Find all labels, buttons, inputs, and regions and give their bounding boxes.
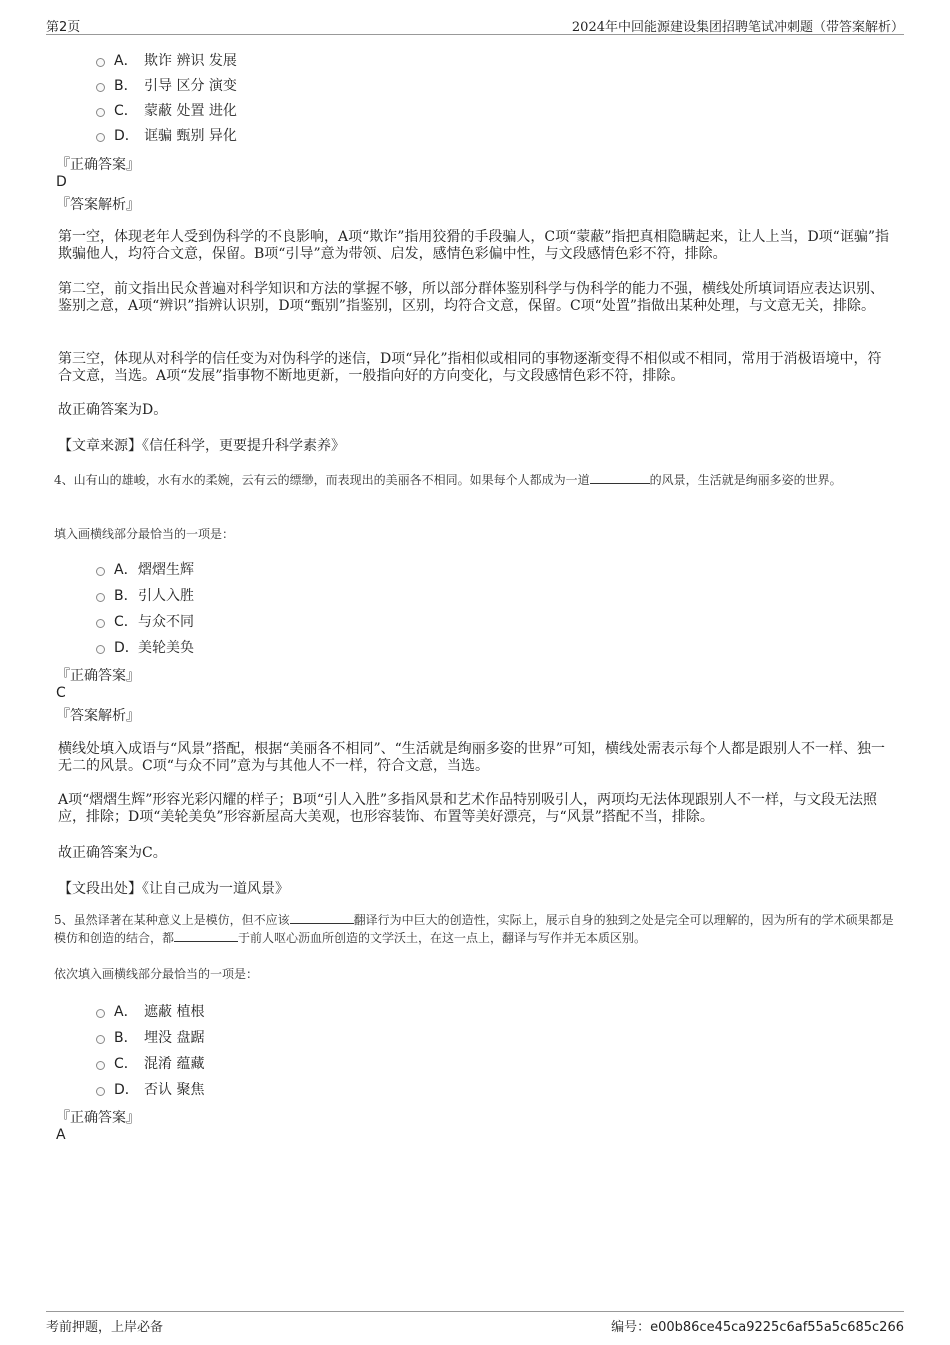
option-letter: D． <box>114 1082 139 1098</box>
analysis-paragraph: 第一空，体现老年人受到伪科学的不良影响，A项“欺诈”指用狡猾的手段骗人，C项“蒙蔽”指把真相隐瞒起来，让人上当，D项“诓骗”指欺骗他人，均符合文意，保留。B项“引导”意为带领、启发，感情色彩偏中性，与文段感情色彩不符，排除。 <box>58 229 889 262</box>
correct-answer: D <box>56 174 67 190</box>
option-text: 欺诈 辨识 发展 <box>144 53 237 69</box>
radio-icon[interactable] <box>96 1009 105 1018</box>
page-header <box>46 14 904 35</box>
document-id: 编号：e00b86ce45ca9225c6af55a5c685c266 <box>611 1320 904 1335</box>
fill-blank <box>590 471 650 484</box>
option-letter: D． <box>114 640 139 656</box>
q4-option-a[interactable] <box>96 559 194 579</box>
fill-blank <box>174 929 238 942</box>
radio-icon[interactable] <box>96 83 105 92</box>
option-letter: A． <box>114 562 138 578</box>
analysis-paragraph: 横线处填入成语与“风景”搭配，根据“美丽各不相同”、“生活就是绚丽多姿的世界”可知，横线处需表示每个人都是跟别人不一样、独一无二的风景。C项“与众不同”意为与其他人不一样，符合文意，当选。 <box>58 741 885 774</box>
option-text: 与众不同 <box>138 614 194 630</box>
option-letter: D． <box>114 128 139 144</box>
footer-slogan: 考前押题，上岸必备 <box>46 1320 164 1335</box>
q3-option-c[interactable] <box>96 100 237 120</box>
option-text: 埋没 盘踞 <box>144 1030 205 1046</box>
stem-text: 翻译行为中巨大的创造性，实际上，展示自身的独到之处是完全可以理解的，因为所有的学术硕果都是模仿和创造的结合，都 <box>54 913 894 945</box>
option-letter: C． <box>114 614 138 630</box>
q5-option-c[interactable] <box>96 1053 204 1073</box>
option-text: 遮蔽 植根 <box>144 1004 205 1020</box>
analysis-paragraph: 第二空，前文指出民众普遍对科学知识和方法的掌握不够，所以部分群体鉴别科学与伪科学的能力不强，横线处所填词语应表达识别、鉴别之意，A项“辨识”指辨认识别，D项“甄别”指鉴别，区别，均符合文意，保留。C项“处置”指做出某种处理，与文意无关，排除。 <box>58 281 884 314</box>
question-stem <box>54 911 900 947</box>
stem-text: 于前人呕心沥血所创造的文学沃土，在这一点上，翻译与写作并无本质区别。 <box>238 931 647 945</box>
q5-option-b[interactable] <box>96 1027 204 1047</box>
document-title: 2024年中回能源建设集团招聘笔试冲刺题（带答案解析） <box>571 20 904 35</box>
radio-icon[interactable] <box>96 645 105 654</box>
option-text: 蒙蔽 处置 进化 <box>144 103 237 119</box>
correct-answer-label: 『正确答案』 <box>56 157 140 173</box>
stem-text: 的风景，生活就是绚丽多姿的世界。 <box>649 473 842 487</box>
correct-answer: C <box>56 685 66 701</box>
analysis-paragraph: 第三空，体现从对科学的信任变为对伪科学的迷信，D项“异化”指相似或相同的事物逐渐变得不相似或不相同，常用于消极语境中，符合文意，当选。A项“发展”指事物不断地更新，一般指向好的方向变化，与文段感情色彩不符，排除。 <box>58 351 882 384</box>
radio-icon[interactable] <box>96 1035 105 1044</box>
q3-option-b[interactable] <box>96 75 237 95</box>
q4-option-d[interactable] <box>96 637 194 657</box>
correct-answer-label: 『正确答案』 <box>56 1110 140 1126</box>
q5-option-d[interactable] <box>96 1079 204 1099</box>
q4-option-b[interactable] <box>96 585 194 605</box>
radio-icon[interactable] <box>96 619 105 628</box>
option-text: 诓骗 甄别 异化 <box>144 128 237 144</box>
page-number: 第2页 <box>46 20 81 35</box>
radio-icon[interactable] <box>96 1061 105 1070</box>
question-instruction: 填入画横线部分最恰当的一项是： <box>54 527 235 541</box>
option-letter: B． <box>114 78 138 94</box>
option-letter: B． <box>114 1030 138 1046</box>
article-source: 【文章来源】《信任科学，更要提升科学素养》 <box>58 438 345 454</box>
stem-text: 4、山有山的雄峻，水有水的柔婉，云有云的缥缈，而表现出的美丽各不相同。如果每个人都成为一道 <box>54 473 590 487</box>
radio-icon[interactable] <box>96 58 105 67</box>
option-letter: C． <box>114 103 138 119</box>
option-text: 引导 区分 演变 <box>144 78 237 94</box>
analysis-conclusion: 故正确答案为D。 <box>58 402 168 418</box>
option-text: 引人入胜 <box>138 588 194 604</box>
fill-blank <box>290 911 354 924</box>
radio-icon[interactable] <box>96 1087 105 1096</box>
q3-option-d[interactable] <box>96 125 237 145</box>
correct-answer-label: 『正确答案』 <box>56 668 140 684</box>
analysis-label: 『答案解析』 <box>56 197 140 213</box>
radio-icon[interactable] <box>96 593 105 602</box>
radio-icon[interactable] <box>96 567 105 576</box>
radio-icon[interactable] <box>96 108 105 117</box>
q4-option-c[interactable] <box>96 611 194 631</box>
correct-answer: A <box>56 1127 66 1143</box>
page-footer <box>46 1311 904 1334</box>
q5-option-a[interactable] <box>96 1001 204 1021</box>
option-letter: A． <box>114 53 138 69</box>
analysis-label: 『答案解析』 <box>56 708 140 724</box>
radio-icon[interactable] <box>96 133 105 142</box>
option-letter: C． <box>114 1056 138 1072</box>
question-stem <box>54 471 900 489</box>
analysis-conclusion: 故正确答案为C。 <box>58 845 167 861</box>
analysis-paragraph: A项“熠熠生辉”形容光彩闪耀的样子；B项“引人入胜”多指风景和艺术作品特别吸引人，两项均无法体现跟别人不一样，与文段无法照应，排除；D项“美轮美奂”形容新屋高大美观，也形容装饰、布置等美好漂亮，与“风景”搭配不当，排除。 <box>58 792 878 825</box>
option-text: 熠熠生辉 <box>138 562 194 578</box>
q3-option-a[interactable] <box>96 50 237 70</box>
article-source: 【文段出处】《让自己成为一道风景》 <box>58 881 289 897</box>
option-text: 否认 聚焦 <box>144 1082 205 1098</box>
option-text: 混淆 蕴藏 <box>144 1056 205 1072</box>
stem-text: 5、虽然译著在某种意义上是模仿，但不应该 <box>54 913 290 927</box>
option-letter: A． <box>114 1004 138 1020</box>
option-text: 美轮美奂 <box>138 640 194 656</box>
option-letter: B． <box>114 588 138 604</box>
question-instruction: 依次填入画横线部分最恰当的一项是： <box>54 967 259 981</box>
